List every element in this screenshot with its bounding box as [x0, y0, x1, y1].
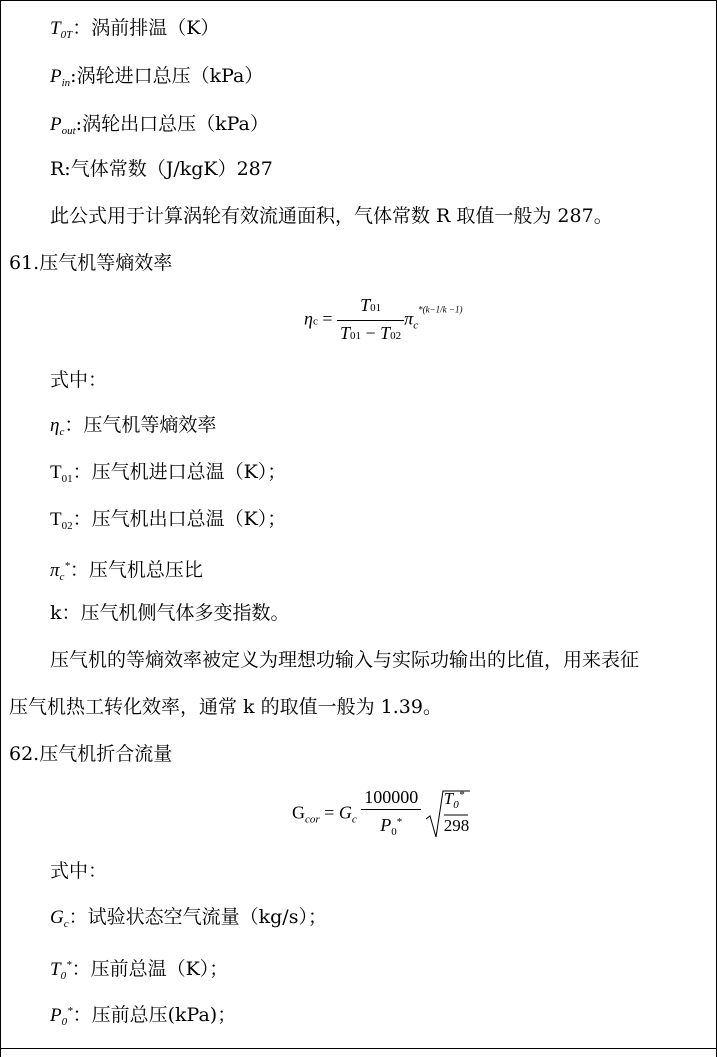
- symbol-eta-c: $\eta_c$: [50, 415, 65, 438]
- def-gc: $G_c$：试验状态空气流量（kg/s）；: [50, 906, 327, 930]
- def-pout: $P_{out}$:涡轮出口总压（kPa）: [50, 113, 269, 137]
- symbol-t01: $T_{01}$: [50, 462, 73, 485]
- symbol-t02: $T_{02}$: [50, 509, 73, 532]
- symbol-pout: $P_{out}$: [50, 114, 76, 137]
- formula-62-sqrt: [426, 789, 470, 841]
- where-62: 式中：: [50, 860, 108, 882]
- formula-62-fraction: $\frac{100000}{P_0^*}$: [361, 785, 421, 844]
- paragraph-line-1: 压气机的等熵效率被定义为理想功输入与实际功输出的比值，用来表征: [50, 649, 640, 671]
- symbol-p0: $P_0^*$: [50, 1005, 73, 1028]
- def-p0: $P_0^*$：压前总压(kPa)；: [50, 1004, 237, 1028]
- def-t01: $T_{01}$：压气机进口总温（K）；: [50, 461, 287, 485]
- symbol-pi-c: $\pi_c^*$: [50, 560, 70, 583]
- formula-61-fraction: $\frac{T01}{T01 - T02}$: [337, 293, 404, 348]
- def-t0t: $T_{0T}$：涡前排温（K）: [50, 17, 220, 41]
- formula-note: 此公式用于计算涡轮有效流通面积，气体常数 R 取值一般为 287。: [50, 205, 613, 227]
- symbol-t0t: $T_{0T}$: [50, 18, 73, 41]
- symbol-gc: $G_c$: [50, 907, 69, 930]
- def-pin: $P_{in}$:涡轮进口总压（kPa）: [50, 65, 264, 89]
- section-62-heading: 62.压气机折合流量: [9, 743, 173, 765]
- def-k: k：压气机侧气体多变指数。: [50, 602, 290, 624]
- symbol-t0: $T_0^*$: [50, 959, 72, 982]
- sqrt-numerator: $T_0^*$: [443, 788, 465, 811]
- def-r: R:气体常数（J/kgK）287: [50, 158, 273, 180]
- def-eta-c: $\eta_c$：压气机等熵效率: [50, 414, 217, 438]
- sqrt-denominator: 298: [443, 815, 470, 835]
- paragraph-line-2: 压气机热工转化效率，通常 k 的取值一般为 1.39。: [9, 696, 442, 718]
- symbol-pin: $P_{in}$: [50, 66, 71, 89]
- section-61-heading: 61.压气机等熵效率: [9, 252, 173, 274]
- where-61: 式中：: [50, 369, 108, 391]
- def-pi-c: $\pi_c^*$：压气机总压比: [50, 559, 203, 583]
- formula-61: ηc = $\frac{T01}{T01 - T02}$ $\pi_c^{*(k-1/k -1)}$: [304, 293, 462, 348]
- def-t0: $T_0^*$：压前总温（K）；: [50, 958, 229, 982]
- formula-62: $G_{cor} = G_c$ $\frac{100000}{P_0^*}$ $T_0^*$ 298: [292, 785, 470, 844]
- def-t02: $T_{02}$：压气机出口总温（K）；: [50, 508, 287, 532]
